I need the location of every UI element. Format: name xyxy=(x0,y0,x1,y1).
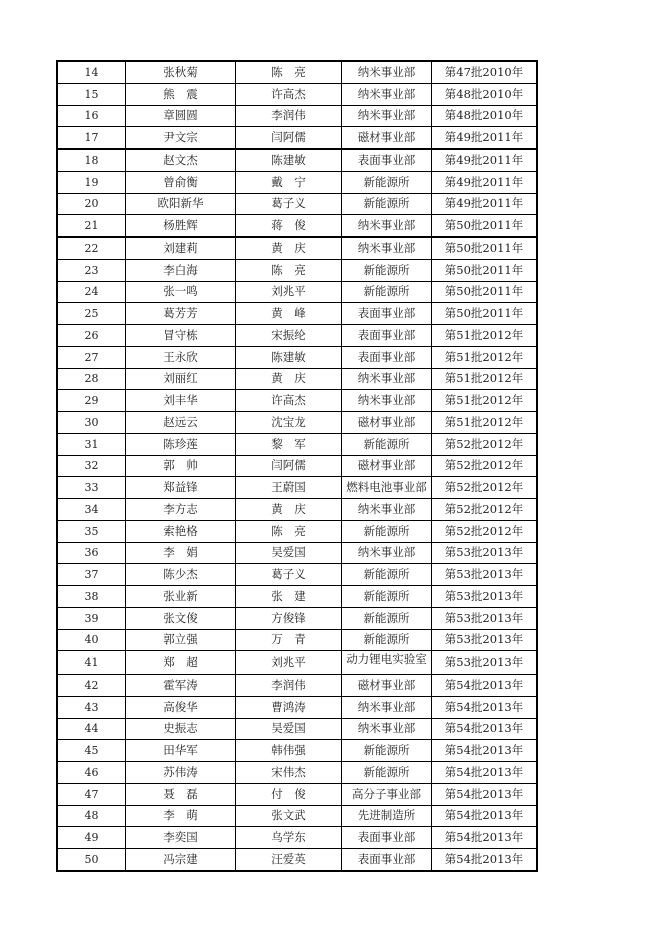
department-cell: 表面事业部 xyxy=(342,303,432,325)
batch-cell: 第52批2012年 xyxy=(432,433,538,455)
advisor-name-cell: 沈宝龙 xyxy=(236,412,342,434)
advisor-name-cell: 闫阿儒 xyxy=(236,455,342,477)
student-name-cell: 史振志 xyxy=(126,718,236,740)
batch-cell: 第50批2011年 xyxy=(432,303,538,325)
batch-cell: 第49批2011年 xyxy=(432,171,538,193)
row-number-cell: 29 xyxy=(57,390,126,412)
advisor-name-cell: 陈建敏 xyxy=(236,346,342,368)
table-row xyxy=(57,740,537,762)
batch-cell: 第53批2013年 xyxy=(432,542,538,564)
student-name-cell: 李方志 xyxy=(126,499,236,521)
row-number-cell: 21 xyxy=(57,215,126,237)
department-cell: 燃料电池事业部 xyxy=(342,477,432,499)
batch-cell: 第48批2010年 xyxy=(432,83,538,105)
student-name-cell: 索艳格 xyxy=(126,520,236,542)
student-name-cell: 熊 震 xyxy=(126,83,236,105)
advisor-name-cell: 韩伟强 xyxy=(236,740,342,762)
student-name-cell: 霍军涛 xyxy=(126,675,236,697)
batch-cell: 第53批2013年 xyxy=(432,564,538,586)
table-row xyxy=(57,651,537,675)
student-name-cell: 杨胜辉 xyxy=(126,215,236,237)
advisor-name-cell: 黄 峰 xyxy=(236,303,342,325)
table-row xyxy=(57,805,537,827)
table-row xyxy=(57,477,537,499)
table-row xyxy=(57,455,537,477)
advisor-name-cell: 刘兆平 xyxy=(236,281,342,303)
row-number-cell: 37 xyxy=(57,564,126,586)
batch-cell: 第52批2012年 xyxy=(432,520,538,542)
table-row xyxy=(57,215,537,237)
row-number-cell: 14 xyxy=(57,61,126,83)
batch-cell: 第54批2013年 xyxy=(432,827,538,849)
student-name-cell: 刘建莉 xyxy=(126,237,236,259)
department-cell: 表面事业部 xyxy=(342,149,432,171)
table-row xyxy=(57,412,537,434)
batch-cell: 第49批2011年 xyxy=(432,127,538,149)
department-cell: 新能源所 xyxy=(342,520,432,542)
advisor-name-cell: 汪爱英 xyxy=(236,849,342,871)
row-number-cell: 25 xyxy=(57,303,126,325)
department-cell: 新能源所 xyxy=(342,629,432,651)
row-number-cell: 19 xyxy=(57,171,126,193)
advisor-name-cell: 陈建敏 xyxy=(236,149,342,171)
department-cell: 表面事业部 xyxy=(342,346,432,368)
row-number-cell: 15 xyxy=(57,83,126,105)
batch-cell: 第51批2012年 xyxy=(432,390,538,412)
row-number-cell: 47 xyxy=(57,783,126,805)
department-cell: 新能源所 xyxy=(342,433,432,455)
student-name-cell: 欧阳新华 xyxy=(126,193,236,215)
table-row xyxy=(57,718,537,740)
batch-cell: 第50批2011年 xyxy=(432,281,538,303)
row-number-cell: 27 xyxy=(57,346,126,368)
department-cell: 纳米事业部 xyxy=(342,61,432,83)
batch-cell: 第48批2010年 xyxy=(432,105,538,127)
department-cell: 新能源所 xyxy=(342,171,432,193)
row-number-cell: 31 xyxy=(57,433,126,455)
table-row xyxy=(57,827,537,849)
student-name-cell: 李 萌 xyxy=(126,805,236,827)
advisor-name-cell: 葛子义 xyxy=(236,564,342,586)
batch-cell: 第51批2012年 xyxy=(432,346,538,368)
student-name-cell: 赵文杰 xyxy=(126,149,236,171)
table-row xyxy=(57,499,537,521)
row-number-cell: 18 xyxy=(57,149,126,171)
student-name-cell: 聂 磊 xyxy=(126,783,236,805)
student-name-cell: 冯宗建 xyxy=(126,849,236,871)
advisor-name-cell: 陈 亮 xyxy=(236,61,342,83)
advisor-name-cell: 黄 庆 xyxy=(236,499,342,521)
student-name-cell: 张业新 xyxy=(126,586,236,608)
department-cell: 表面事业部 xyxy=(342,849,432,871)
advisor-name-cell: 乌学东 xyxy=(236,827,342,849)
advisor-name-cell: 黄 庆 xyxy=(236,237,342,259)
department-cell: 高分子事业部 xyxy=(342,783,432,805)
student-name-cell: 郭立强 xyxy=(126,629,236,651)
row-number-cell: 28 xyxy=(57,368,126,390)
batch-cell: 第53批2013年 xyxy=(432,629,538,651)
department-cell: 新能源所 xyxy=(342,740,432,762)
table-row xyxy=(57,281,537,303)
student-name-cell: 郑 超 xyxy=(126,651,236,675)
table-body xyxy=(57,61,537,871)
table-row xyxy=(57,629,537,651)
student-name-cell: 曾俞衡 xyxy=(126,171,236,193)
batch-cell: 第49批2011年 xyxy=(432,149,538,171)
student-name-cell: 刘丰华 xyxy=(126,390,236,412)
department-cell: 纳米事业部 xyxy=(342,718,432,740)
row-number-cell: 30 xyxy=(57,412,126,434)
advisor-name-cell: 陈 亮 xyxy=(236,259,342,281)
row-number-cell: 50 xyxy=(57,849,126,871)
advisor-name-cell: 王蔚国 xyxy=(236,477,342,499)
department-cell: 表面事业部 xyxy=(342,325,432,347)
table-row xyxy=(57,171,537,193)
batch-cell: 第51批2012年 xyxy=(432,368,538,390)
row-number-cell: 40 xyxy=(57,629,126,651)
batch-cell: 第50批2011年 xyxy=(432,237,538,259)
table-row xyxy=(57,149,537,171)
advisor-name-cell: 李润伟 xyxy=(236,105,342,127)
table-row xyxy=(57,83,537,105)
advisor-name-cell: 吴爱国 xyxy=(236,542,342,564)
row-number-cell: 46 xyxy=(57,762,126,784)
department-cell: 纳米事业部 xyxy=(342,542,432,564)
table-row xyxy=(57,127,537,149)
advisor-name-cell: 宋振纶 xyxy=(236,325,342,347)
table-row xyxy=(57,607,537,629)
department-cell: 磁材事业部 xyxy=(342,412,432,434)
batch-cell: 第52批2012年 xyxy=(432,499,538,521)
student-name-cell: 李奕国 xyxy=(126,827,236,849)
batch-cell: 第51批2012年 xyxy=(432,325,538,347)
student-name-cell: 李 娟 xyxy=(126,542,236,564)
table-row xyxy=(57,433,537,455)
student-name-cell: 田华军 xyxy=(126,740,236,762)
table-row xyxy=(57,542,537,564)
student-name-cell: 章圆圆 xyxy=(126,105,236,127)
batch-cell: 第50批2011年 xyxy=(432,215,538,237)
advisor-name-cell: 黎 军 xyxy=(236,433,342,455)
table-row xyxy=(57,368,537,390)
student-name-cell: 高俊华 xyxy=(126,696,236,718)
row-number-cell: 22 xyxy=(57,237,126,259)
advisor-name-cell: 许高杰 xyxy=(236,83,342,105)
department-cell: 纳米事业部 xyxy=(342,105,432,127)
batch-cell: 第54批2013年 xyxy=(432,805,538,827)
batch-cell: 第53批2013年 xyxy=(432,586,538,608)
student-name-cell: 陈少杰 xyxy=(126,564,236,586)
table-row xyxy=(57,325,537,347)
table-row xyxy=(57,849,537,871)
advisor-name-cell: 刘兆平 xyxy=(236,651,342,675)
student-name-cell: 李白海 xyxy=(126,259,236,281)
batch-cell: 第54批2013年 xyxy=(432,675,538,697)
department-cell: 新能源所 xyxy=(342,762,432,784)
department-cell: 磁材事业部 xyxy=(342,675,432,697)
row-number-cell: 38 xyxy=(57,586,126,608)
student-name-cell: 苏伟涛 xyxy=(126,762,236,784)
advisor-name-cell: 曹鸿涛 xyxy=(236,696,342,718)
batch-cell: 第52批2012年 xyxy=(432,455,538,477)
student-name-cell: 郭 帅 xyxy=(126,455,236,477)
advisor-name-cell: 方俊锋 xyxy=(236,607,342,629)
row-number-cell: 44 xyxy=(57,718,126,740)
advisor-name-cell: 戴 宁 xyxy=(236,171,342,193)
row-number-cell: 26 xyxy=(57,325,126,347)
table-row xyxy=(57,193,537,215)
row-number-cell: 49 xyxy=(57,827,126,849)
table-row xyxy=(57,762,537,784)
batch-cell: 第52批2012年 xyxy=(432,477,538,499)
batch-cell: 第54批2013年 xyxy=(432,696,538,718)
advisor-name-cell: 付 俊 xyxy=(236,783,342,805)
student-name-cell: 陈珍莲 xyxy=(126,433,236,455)
batch-cell: 第54批2013年 xyxy=(432,783,538,805)
batch-cell: 第54批2013年 xyxy=(432,762,538,784)
student-name-cell: 张一鸣 xyxy=(126,281,236,303)
student-name-cell: 赵远云 xyxy=(126,412,236,434)
student-name-cell: 冒守栋 xyxy=(126,325,236,347)
table-row xyxy=(57,675,537,697)
data-table xyxy=(56,60,538,872)
table-row xyxy=(57,259,537,281)
department-cell: 磁材事业部 xyxy=(342,455,432,477)
advisor-name-cell: 蒋 俊 xyxy=(236,215,342,237)
table-row xyxy=(57,783,537,805)
department-cell: 新能源所 xyxy=(342,586,432,608)
row-number-cell: 17 xyxy=(57,127,126,149)
table-row xyxy=(57,105,537,127)
department-cell: 磁材事业部 xyxy=(342,127,432,149)
advisor-name-cell: 宋伟杰 xyxy=(236,762,342,784)
table-row xyxy=(57,346,537,368)
row-number-cell: 24 xyxy=(57,281,126,303)
student-name-cell: 郑益锋 xyxy=(126,477,236,499)
row-number-cell: 32 xyxy=(57,455,126,477)
row-number-cell: 39 xyxy=(57,607,126,629)
department-cell: 纳米事业部 xyxy=(342,368,432,390)
batch-cell: 第51批2012年 xyxy=(432,412,538,434)
advisor-name-cell: 张文武 xyxy=(236,805,342,827)
department-cell: 新能源所 xyxy=(342,193,432,215)
row-number-cell: 34 xyxy=(57,499,126,521)
batch-cell: 第47批2010年 xyxy=(432,61,538,83)
table-row xyxy=(57,237,537,259)
student-name-cell: 尹文宗 xyxy=(126,127,236,149)
batch-cell: 第54批2013年 xyxy=(432,740,538,762)
batch-cell: 第50批2011年 xyxy=(432,259,538,281)
advisor-name-cell: 吴爱国 xyxy=(236,718,342,740)
table-row xyxy=(57,61,537,83)
row-number-cell: 43 xyxy=(57,696,126,718)
table-row xyxy=(57,564,537,586)
row-number-cell: 48 xyxy=(57,805,126,827)
table-row xyxy=(57,520,537,542)
department-cell: 纳米事业部 xyxy=(342,83,432,105)
department-cell: 纳米事业部 xyxy=(342,237,432,259)
row-number-cell: 23 xyxy=(57,259,126,281)
department-cell: 动力锂电实验室 xyxy=(342,651,432,675)
row-number-cell: 42 xyxy=(57,675,126,697)
batch-cell: 第54批2013年 xyxy=(432,849,538,871)
student-name-cell: 张秋菊 xyxy=(126,61,236,83)
batch-cell: 第49批2011年 xyxy=(432,193,538,215)
advisor-name-cell: 万 青 xyxy=(236,629,342,651)
batch-cell: 第53批2013年 xyxy=(432,651,538,675)
table-row xyxy=(57,303,537,325)
department-cell: 纳米事业部 xyxy=(342,390,432,412)
department-cell: 新能源所 xyxy=(342,607,432,629)
advisor-name-cell: 许高杰 xyxy=(236,390,342,412)
row-number-cell: 45 xyxy=(57,740,126,762)
department-cell: 新能源所 xyxy=(342,259,432,281)
student-name-cell: 葛芳芳 xyxy=(126,303,236,325)
student-name-cell: 刘丽红 xyxy=(126,368,236,390)
student-name-cell: 王永欣 xyxy=(126,346,236,368)
row-number-cell: 16 xyxy=(57,105,126,127)
row-number-cell: 33 xyxy=(57,477,126,499)
row-number-cell: 41 xyxy=(57,651,126,675)
batch-cell: 第53批2013年 xyxy=(432,607,538,629)
row-number-cell: 36 xyxy=(57,542,126,564)
table-row xyxy=(57,696,537,718)
advisor-name-cell: 葛子义 xyxy=(236,193,342,215)
department-cell: 纳米事业部 xyxy=(342,696,432,718)
advisor-name-cell: 张 建 xyxy=(236,586,342,608)
department-cell: 新能源所 xyxy=(342,281,432,303)
department-cell: 先进制造所 xyxy=(342,805,432,827)
student-name-cell: 张文俊 xyxy=(126,607,236,629)
department-cell: 新能源所 xyxy=(342,564,432,586)
batch-cell: 第54批2013年 xyxy=(432,718,538,740)
row-number-cell: 20 xyxy=(57,193,126,215)
advisor-name-cell: 陈 亮 xyxy=(236,520,342,542)
table-row xyxy=(57,390,537,412)
department-cell: 纳米事业部 xyxy=(342,215,432,237)
advisor-name-cell: 闫阿儒 xyxy=(236,127,342,149)
table-row xyxy=(57,586,537,608)
department-cell: 表面事业部 xyxy=(342,827,432,849)
advisor-name-cell: 黄 庆 xyxy=(236,368,342,390)
advisor-name-cell: 李润伟 xyxy=(236,675,342,697)
department-cell: 纳米事业部 xyxy=(342,499,432,521)
row-number-cell: 35 xyxy=(57,520,126,542)
